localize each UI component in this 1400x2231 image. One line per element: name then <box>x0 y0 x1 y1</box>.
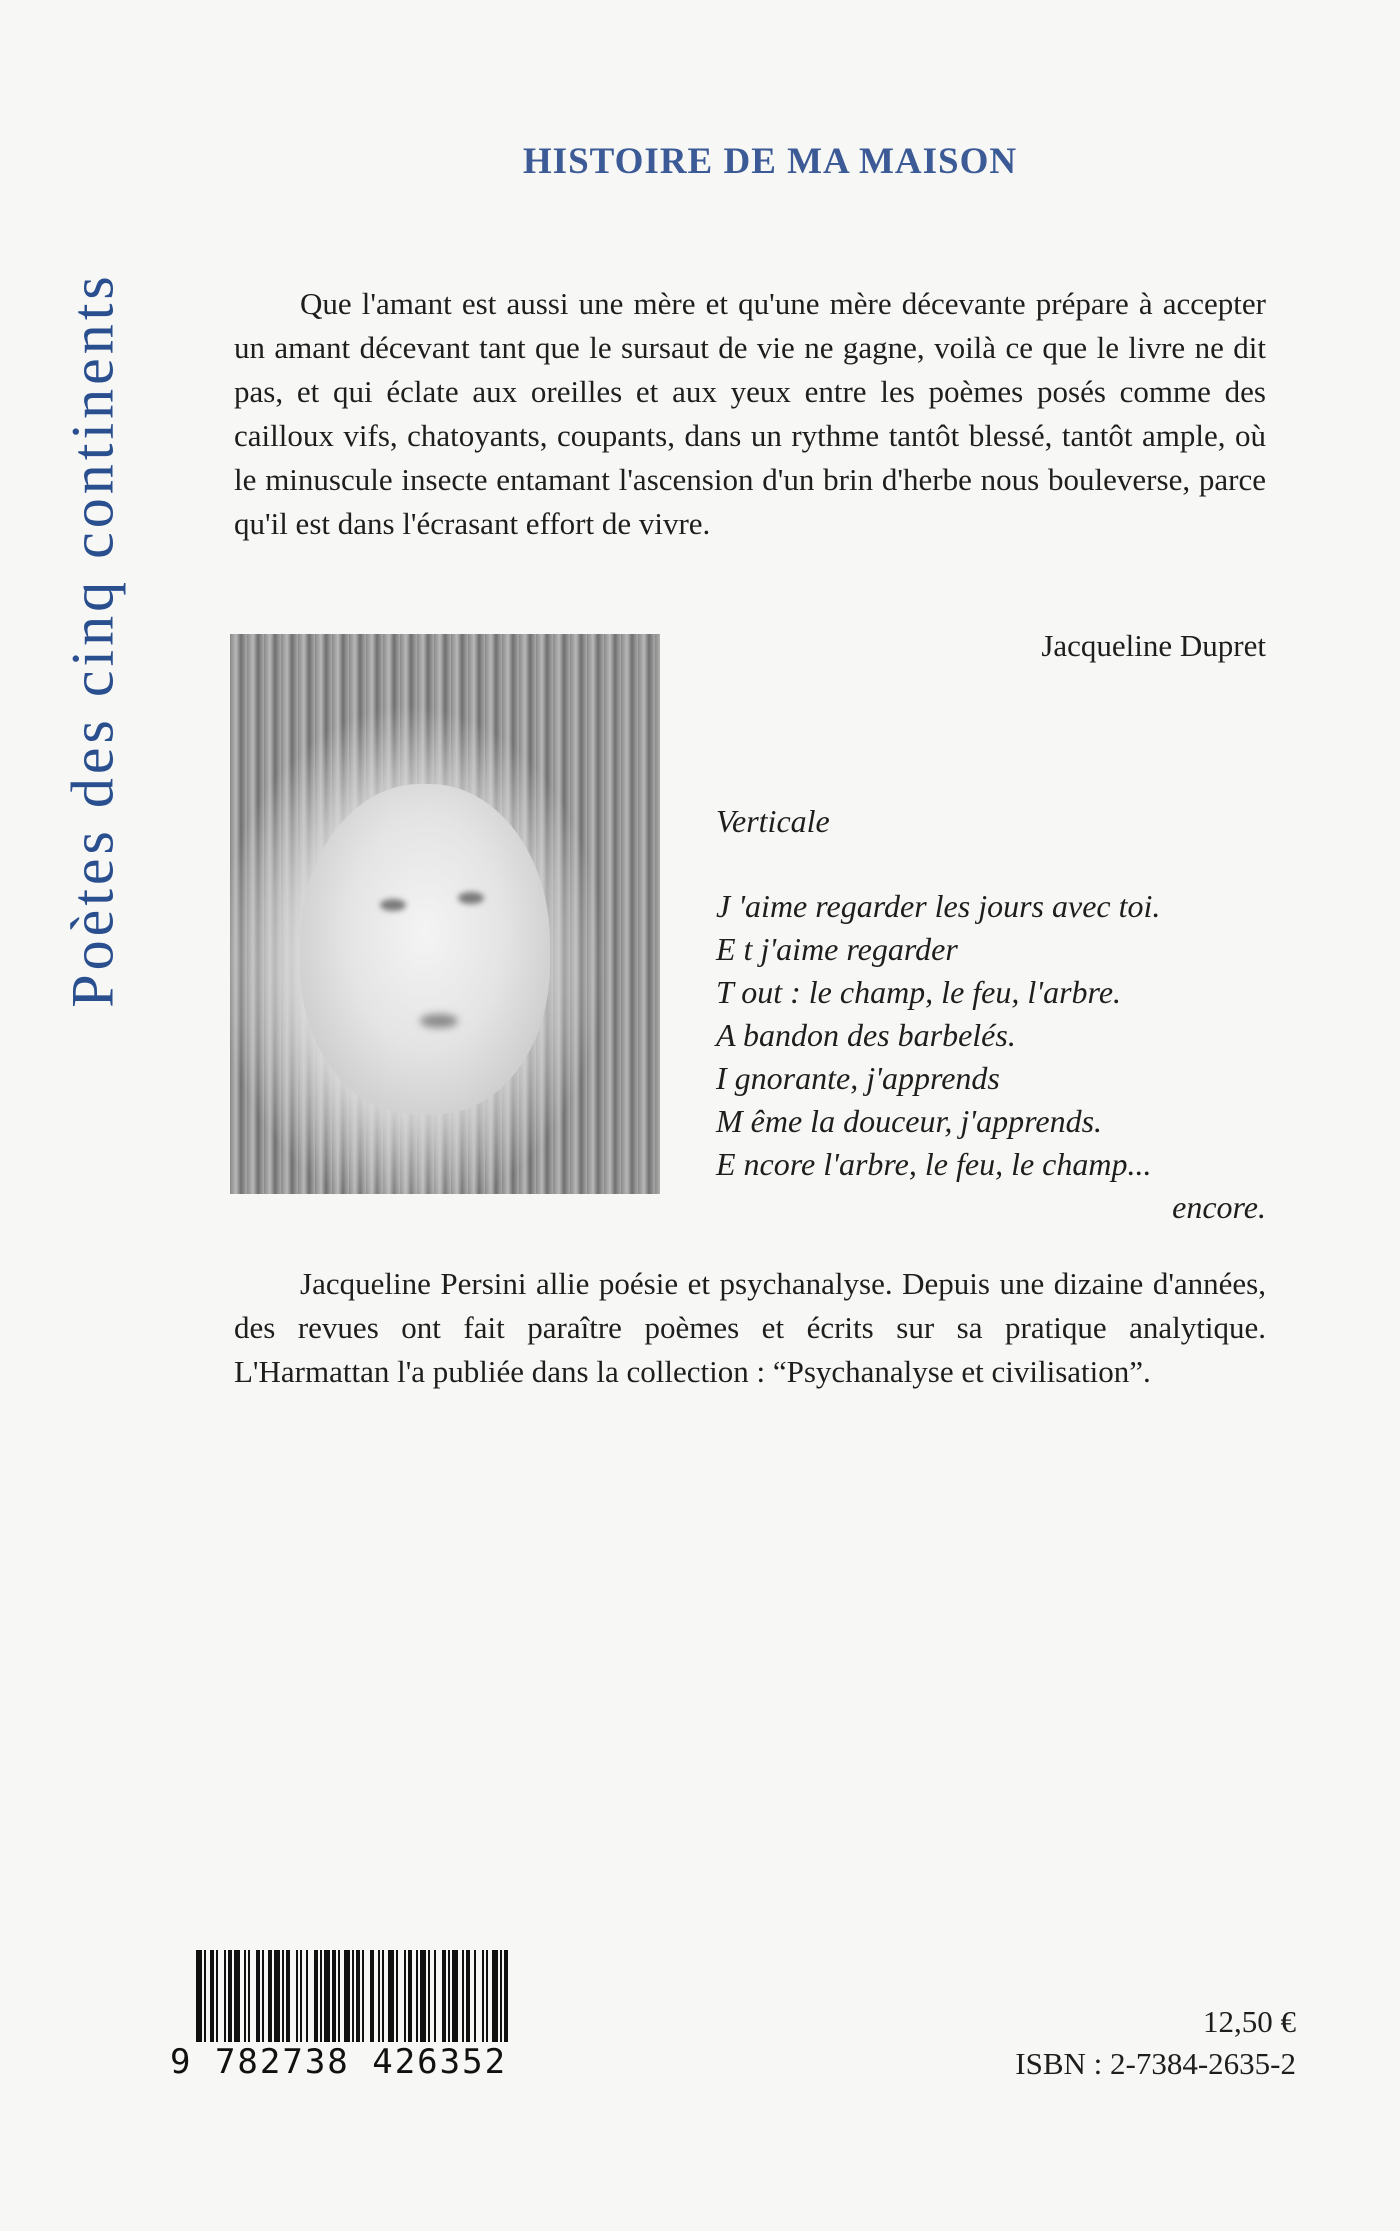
barcode-bar <box>274 1950 280 2042</box>
eye-right <box>458 892 484 904</box>
barcode-bar <box>404 1950 406 2042</box>
barcode-bar <box>382 1950 384 2042</box>
spine-band <box>48 130 138 1150</box>
barcode-bar <box>482 1950 484 2042</box>
poem-line: T out : le champ, le feu, l'arbre. <box>716 974 1122 1010</box>
barcode-bar <box>306 1950 308 2042</box>
barcode-bar <box>314 1950 318 2042</box>
series-title: Poètes des cinq continents <box>59 272 126 1008</box>
barcode-bar <box>492 1950 498 2042</box>
barcode-bar <box>204 1950 206 2042</box>
barcode-bar <box>416 1950 418 2042</box>
price: 12,50 € <box>1203 2004 1296 2039</box>
barcode-bar <box>262 1950 264 2042</box>
barcode-bar <box>196 1950 202 2042</box>
poem-last-line: encore. <box>1172 1189 1266 1225</box>
barcode-bar <box>434 1950 436 2042</box>
face-shape <box>300 784 550 1114</box>
barcode-bar <box>504 1950 508 2042</box>
review-paragraph: Que l'amant est aussi une mère et qu'une mère décevante prépare à accepter un amant décevant tant que le sursaut de vie ne gagne, voilà ce que le livre ne dit pas, et qui éclate aux oreilles et aux yeux entre les poèmes posés comme des cailloux vifs, chatoyants, coupants, dans un rythme tantôt blessé, tantôt ample, où le minuscule insecte entamant l'ascension d'un brin d'herbe nous bouleverse, parce qu'il est dans l'écrasant effort de vivre. <box>234 286 1266 541</box>
poem-title: Verticale <box>716 803 830 839</box>
barcode-bar <box>244 1950 246 2042</box>
poem-line: E ncore l'arbre, le feu, le champ... <box>716 1146 1152 1182</box>
isbn: ISBN : 2-7384-2635-2 <box>1015 2046 1296 2081</box>
book-title: HISTOIRE DE MA MAISON <box>522 141 1018 182</box>
barcode-bar <box>224 1950 226 2042</box>
barcode-bar <box>466 1950 470 2042</box>
barcode-bar <box>324 1950 330 2042</box>
barcode-bar <box>332 1950 336 2042</box>
barcode-bar <box>442 1950 446 2042</box>
barcode-bar <box>378 1950 380 2042</box>
barcode-bar <box>370 1950 374 2042</box>
poem-line: E t j'aime regarder <box>716 931 958 967</box>
poem-line: M ême la douceur, j'apprends. <box>716 1103 1103 1139</box>
barcode-bar <box>216 1950 218 2042</box>
review-author: Jacqueline Dupret <box>1041 628 1266 663</box>
barcode-bar <box>256 1950 260 2042</box>
author-photo <box>230 634 660 1194</box>
poem-line: J 'aime regarder les jours avec toi. <box>716 888 1161 924</box>
poem-line: I gnorante, j'apprends <box>716 1060 1000 1096</box>
barcode-bar <box>286 1950 290 2042</box>
barcode-bar <box>452 1950 458 2042</box>
barcode-bar <box>388 1950 394 2042</box>
barcode-bar <box>268 1950 272 2042</box>
barcode-bar <box>296 1950 298 2042</box>
barcode-bar <box>408 1950 412 2042</box>
barcode-bar <box>474 1950 476 2042</box>
barcode-bar <box>486 1950 488 2042</box>
barcode-bar <box>428 1950 430 2042</box>
barcode-digits: 9 782738 426352 <box>170 2042 508 2082</box>
barcode-bar <box>352 1950 354 2042</box>
barcode-bar <box>320 1950 322 2042</box>
barcode-bar <box>300 1950 302 2042</box>
barcode-bar <box>420 1950 426 2042</box>
barcode <box>170 1950 524 2100</box>
author-bio: Jacqueline Persini allie poésie et psychanalyse. Depuis une dizaine d'années, des revues ont fait paraître poèmes et écrits sur sa pratique analytique. L'Harmattan l'a publiée dans la collection : “Psychanalyse et civilisation”. <box>234 1266 1266 1389</box>
barcode-bar <box>282 1950 284 2042</box>
barcode-bar <box>228 1950 232 2042</box>
barcode-bar <box>344 1950 350 2042</box>
poem <box>716 800 1266 1229</box>
barcode-bar <box>210 1950 214 2042</box>
barcode-bars <box>170 1950 524 2042</box>
eye-left <box>380 899 406 911</box>
barcode-bar <box>396 1950 398 2042</box>
barcode-bar <box>448 1950 450 2042</box>
barcode-bar <box>234 1950 240 2042</box>
barcode-bar <box>338 1950 340 2042</box>
mouth <box>420 1014 458 1028</box>
barcode-bar <box>356 1950 360 2042</box>
barcode-bar <box>362 1950 364 2042</box>
barcode-bar <box>500 1950 502 2042</box>
poem-line: A bandon des barbelés. <box>716 1017 1016 1053</box>
barcode-bar <box>248 1950 250 2042</box>
barcode-bar <box>462 1950 464 2042</box>
